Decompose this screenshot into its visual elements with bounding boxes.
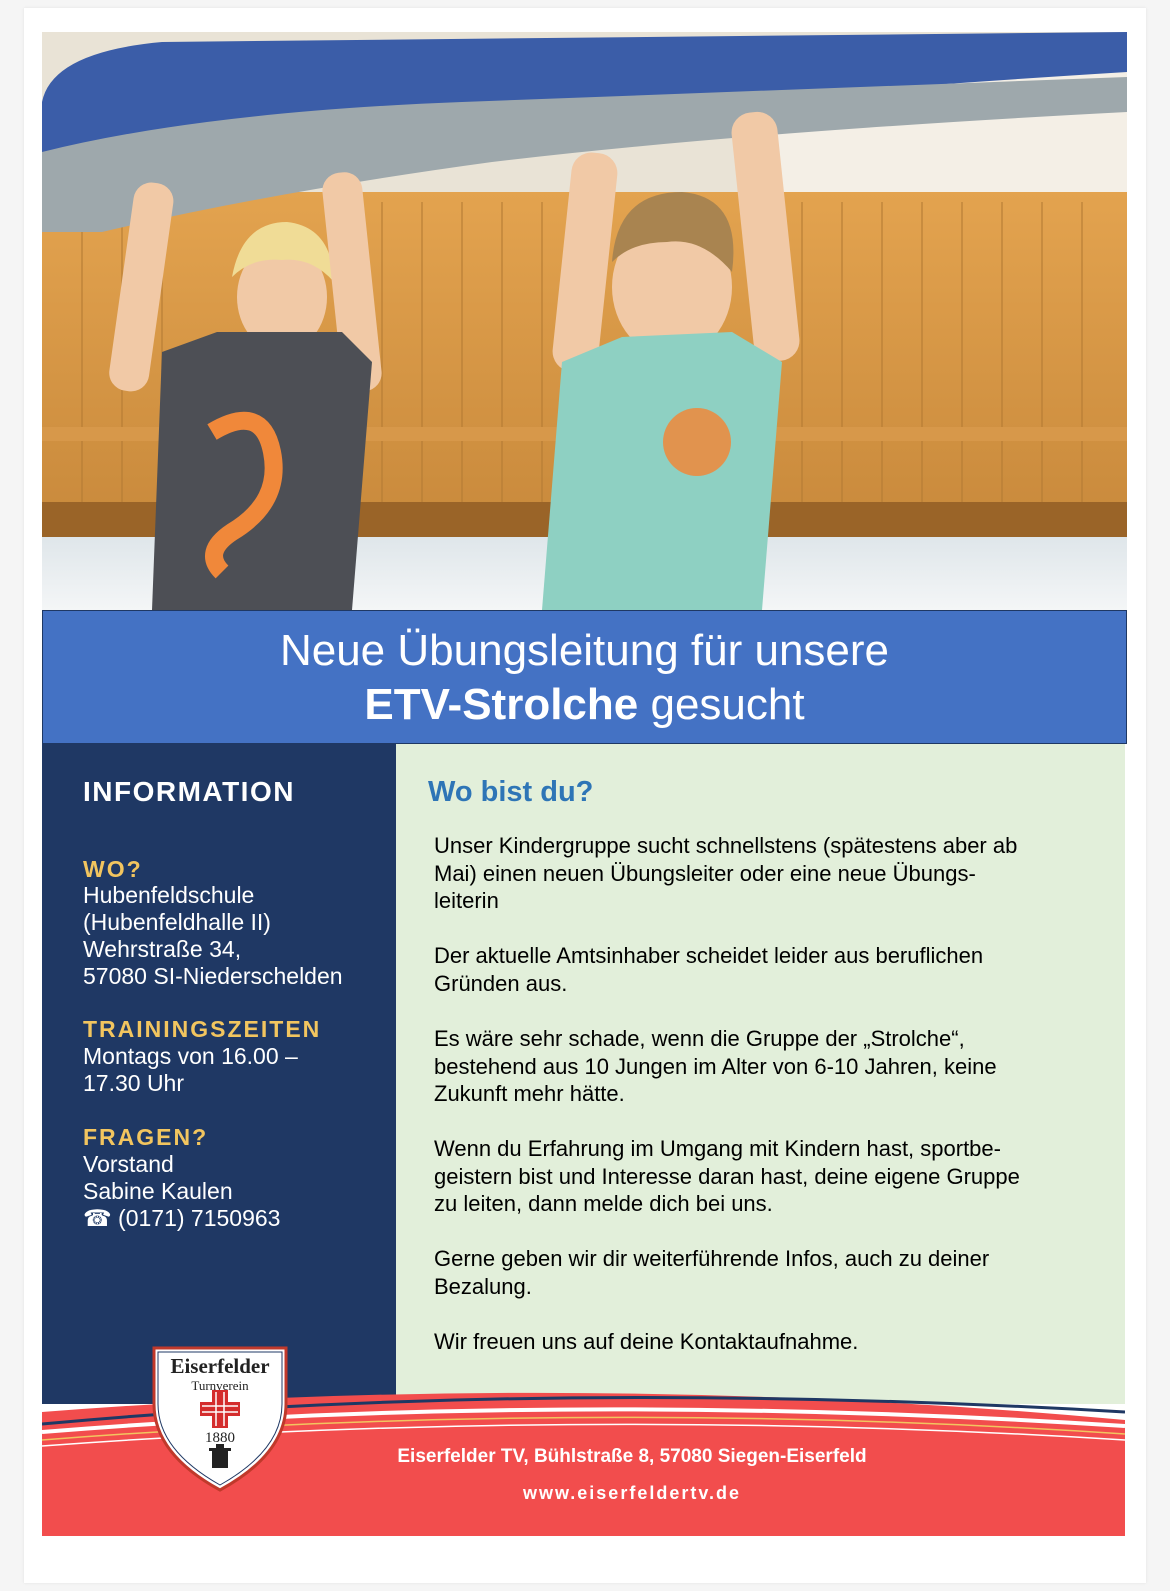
title-banner [42,610,1127,744]
paragraph-line: Unser Kindergruppe sucht schnellstens (spätestens aber ab [434,833,1018,858]
content-panel [396,744,1125,1404]
logo-name: Eiserfelder [170,1354,270,1378]
club-logo [150,1344,290,1492]
paragraph-line: zu leiten, dann melde dich bei uns. [434,1191,773,1216]
training-times-line: Montags von 16.00 – [83,1043,298,1069]
paragraph-line: Gründen aus. [434,970,568,996]
photo-children-lifting-mat-icon [42,32,1127,610]
phone-number: (0171) 7150963 [118,1205,281,1231]
paragraph-line: Mai) einen neuen Übungsleiter oder eine neue Übungs- [434,860,976,886]
title-line-1: Neue Übungsleitung für unsere [279,626,890,675]
paragraph [434,1245,1094,1300]
information-sidebar [42,744,396,1404]
phone-line [83,1205,280,1232]
paragraph [434,1025,1094,1108]
paragraph-line: Der aktuelle Amtsinhaber scheidet leider aus beruflichen [434,943,984,968]
content-title: Wo bist du? [428,776,594,808]
title-line-2 [43,679,1126,731]
paragraph [434,1328,1094,1356]
paragraph [434,832,1094,915]
where-line: Hubenfeldschule [83,882,255,908]
sidebar-heading: INFORMATION [83,776,295,807]
title-line-2-rest: gesucht [650,680,805,729]
paragraph [434,942,1094,997]
where-line: 57080 SI-Niederschelden [83,963,343,989]
footer-address: Eiserfelder TV, Bühlstraße 8, 57080 Siegen-Eiserfeld [397,1446,867,1467]
paragraph [434,1135,1094,1218]
paragraph-line: Bezalung. [434,1273,532,1299]
paragraph-line: geistern bist und Interesse daran hast, deine eigene Gruppe [434,1163,1020,1189]
logo-year: 1880 [205,1430,235,1446]
paragraph-line: Zukunft mehr hätte. [434,1081,625,1106]
training-times-line: 17.30 Uhr [83,1070,185,1096]
paragraph-line: Es wäre sehr schade, wenn die Gruppe der „Strolche“, [434,1026,965,1051]
paragraph-line: Wenn du Erfahrung im Umgang mit Kindern hast, sportbe- [434,1136,1001,1161]
title-group-name: ETV-Strolche [364,680,639,729]
paragraph-line: bestehend aus 10 Jungen im Alter von 6-10 Jahren, keine [434,1053,997,1079]
header-photo [42,32,1127,610]
contact-line: Sabine Kaulen [83,1178,233,1204]
footer-website-link[interactable]: www.eiserfeldertv.de [522,1483,742,1503]
contact-line: Vorstand [83,1151,174,1177]
questions-label: FRAGEN? [83,1124,209,1150]
where-line: (Hubenfeldhalle II) [83,909,271,935]
logo-subtitle: Turnverein [191,1378,249,1393]
paragraph-line: leiterin [434,888,499,913]
phone-icon: ☎ [83,1205,112,1231]
where-label: WO? [83,856,143,882]
paragraph-line: Wir freuen uns auf deine Kontaktaufnahme. [434,1329,859,1354]
training-times-label: TRAININGSZEITEN [83,1016,322,1042]
where-line: Wehrstraße 34, [83,936,242,962]
paragraph-line: Gerne geben wir dir weiterführende Infos, auch zu deiner [434,1246,990,1271]
